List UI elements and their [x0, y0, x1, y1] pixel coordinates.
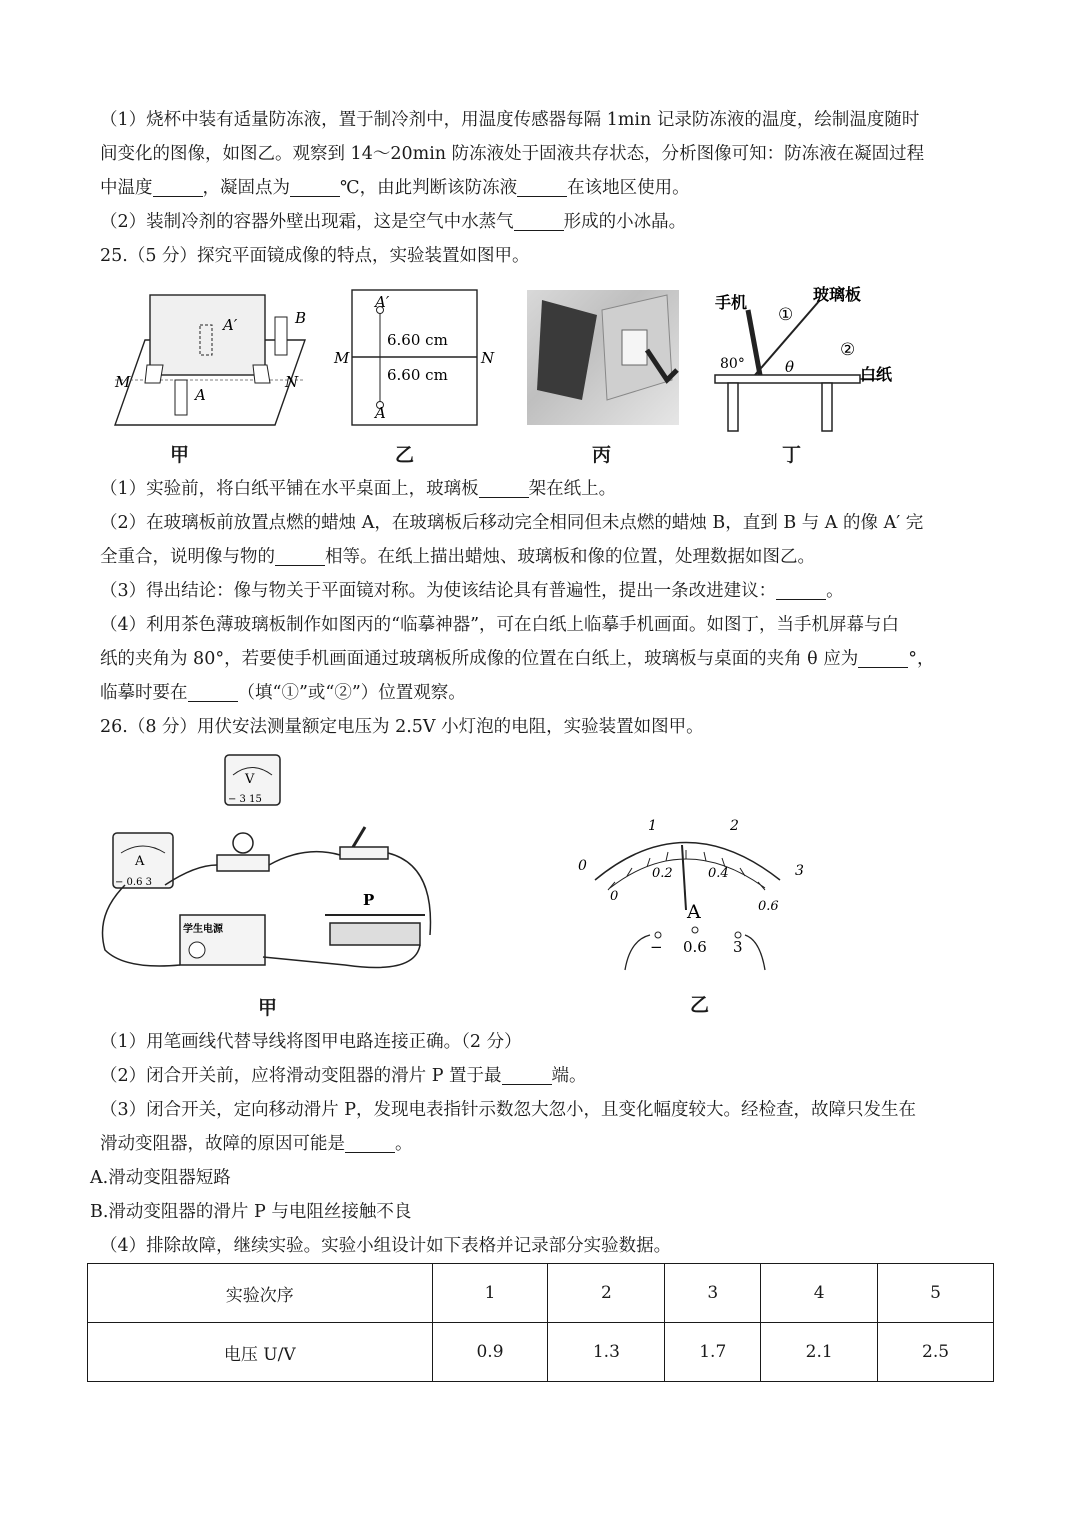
option-a: A.滑动变阻器短路 — [90, 1168, 231, 1188]
answer-blank[interactable] — [275, 547, 325, 566]
q24-part1-line3: 中温度 ，凝固点为 ℃，由此判断该防冻液 在该地区使用。 — [100, 178, 690, 198]
q25-part2-line2: 全重合，说明像与物的 相等。在纸上描出蜡烛、玻璃板和像的位置，处理数据如图乙。 — [100, 547, 815, 567]
label-a: A — [375, 404, 386, 422]
label-scale-04: 0.4 — [708, 866, 729, 881]
label-voltmeter-terminals: − 3 15 — [228, 794, 262, 805]
label-scale-2: 2 — [730, 818, 739, 834]
answer-blank[interactable] — [858, 649, 908, 668]
label-theta: θ — [785, 358, 795, 376]
label-m: M — [115, 373, 131, 391]
q26-part3-line2: 滑动变阻器，故障的原因可能是 。 — [100, 1134, 413, 1154]
label-a: A — [195, 386, 206, 404]
label-ammeter-a: A — [135, 854, 145, 869]
table-cell: 1 — [432, 1264, 548, 1323]
caption-dial-yi: 乙 — [690, 994, 710, 1016]
q26-part3-line1: （3）闭合开关，定向移动滑片 P，发现电表指针示数忽大忽小，且变化幅度较大。经检查，故障只发生在 — [100, 1100, 916, 1120]
label-meter-a: A — [687, 901, 701, 923]
table-cell: 2.1 — [761, 1323, 878, 1382]
label-terminal-06: 0.6 — [683, 938, 707, 956]
label-glass: 玻璃板 — [813, 285, 862, 304]
q25-part4-line1: （4）利用茶色薄玻璃板制作如图丙的“临摹神器”，可在白纸上临摹手机画面。如图丁，当手机屏幕与白 — [100, 615, 900, 635]
table-cell: 实验次序 — [88, 1264, 433, 1323]
caption-yi: 乙 — [395, 444, 415, 466]
figure-bing-photo — [527, 290, 679, 425]
experiment-data-table — [87, 1263, 994, 1382]
figure-jia-circuit — [95, 745, 445, 985]
q26-part1: （1）用笔画线代替导线将图甲电路连接正确。（2 分） — [100, 1032, 522, 1052]
label-angle-80: 80° — [720, 356, 745, 372]
table-cell: 1.3 — [548, 1323, 665, 1382]
table-cell: 电压 U/V — [88, 1323, 433, 1382]
q24-part1-line2: 间变化的图像，如图乙。观察到 14～20min 防冻液处于固液共存状态，分析图像可知：防冻液在凝固过程 — [100, 144, 925, 164]
q25-header: 25.（5 分）探究平面镜成像的特点，实验装置如图甲。 — [100, 246, 530, 266]
answer-blank[interactable] — [290, 178, 340, 197]
label-a-prime: A′ — [375, 293, 390, 311]
q25-part4-line2: 纸的夹角为 80°，若要使手机画面通过玻璃板所成像的位置在白纸上，玻璃板与桌面的夹角 θ 应为 °， — [100, 649, 935, 669]
label-m: M — [334, 349, 350, 367]
table-cell: 4 — [761, 1264, 878, 1323]
answer-blank[interactable] — [517, 178, 567, 197]
q26-header: 26.（8 分）用伏安法测量额定电压为 2.5V 小灯泡的电阻，实验装置如图甲。 — [100, 717, 704, 737]
q25-part3: （3）得出结论：像与物关于平面镜对称。为使该结论具有普遍性，提出一条改进建议： 。 — [100, 581, 844, 601]
label-a-prime: A′ — [223, 316, 238, 334]
caption-ding: 丁 — [782, 444, 802, 466]
table-row — [88, 1264, 994, 1323]
label-paper: 白纸 — [860, 365, 893, 384]
label-scale-1: 1 — [648, 818, 657, 834]
label-slider-p: P — [363, 891, 375, 909]
answer-blank[interactable] — [153, 178, 203, 197]
label-scale-0: 0 — [578, 858, 587, 874]
figure-yi-measurement — [330, 285, 500, 430]
caption-jia: 甲 — [170, 444, 190, 466]
label-voltmeter-v: V — [245, 772, 255, 787]
q25-part1: （1）实验前，将白纸平铺在水平桌面上，玻璃板 架在纸上。 — [100, 479, 617, 499]
q25-part4-line3: 临摹时要在 （填“①”或“②”）位置观察。 — [100, 683, 466, 703]
label-position-1: ① — [778, 305, 794, 325]
option-b: B.滑动变阻器的滑片 P 与电阻丝接触不良 — [90, 1202, 412, 1222]
caption-bing: 丙 — [592, 444, 612, 466]
label-terminal-3: 3 — [733, 938, 743, 956]
figure-jia-mirror-setup — [105, 285, 315, 435]
label-terminal-minus: − — [650, 938, 663, 956]
answer-blank[interactable] — [776, 581, 826, 600]
q24-part1-line1: （1）烧杯中装有适量防冻液，置于制冷剂中，用温度传感器每隔 1min 记录防冻液的温度，绘制温度随时 — [100, 110, 920, 130]
q24-part2: （2）装制冷剂的容器外壁出现霜，这是空气中水蒸气 形成的小冰晶。 — [100, 212, 687, 232]
answer-blank[interactable] — [188, 683, 238, 702]
table-row — [88, 1323, 994, 1382]
table-cell: 0.9 — [432, 1323, 548, 1382]
label-scale-3: 3 — [795, 863, 804, 879]
answer-blank[interactable] — [514, 212, 564, 231]
label-power-supply: 学生电源 — [183, 924, 223, 935]
q25-part2-line1: （2）在玻璃板前放置点燃的蜡烛 A，在玻璃板后移动完全相同但未点燃的蜡烛 B，直到 B 与 A 的像 A′ 完 — [100, 513, 924, 533]
figure-ding-phone-glass — [710, 280, 910, 435]
label-ammeter-terminals: − 0.6 3 — [115, 877, 153, 888]
label-b: B — [295, 309, 307, 327]
table-cell: 1.7 — [665, 1323, 761, 1382]
table-cell: 2 — [548, 1264, 665, 1323]
table-cell: 3 — [665, 1264, 761, 1323]
label-n: N — [285, 373, 299, 391]
label-scale-06: 0.6 — [758, 899, 779, 914]
answer-blank[interactable] — [345, 1134, 395, 1153]
answer-blank[interactable] — [479, 479, 529, 498]
q26-part2: （2）闭合开关前，应将滑动变阻器的滑片 P 置于最 端。 — [100, 1066, 587, 1086]
table-cell: 5 — [878, 1264, 994, 1323]
figure-yi-ammeter-dial — [570, 810, 820, 985]
answer-blank[interactable] — [502, 1066, 552, 1085]
caption-circuit-jia: 甲 — [258, 997, 278, 1019]
label-position-2: ② — [840, 340, 856, 360]
label-distance-bottom: 6.60 cm — [387, 366, 448, 384]
label-scale-02: 0.2 — [652, 866, 673, 881]
label-scale-00: 0 — [610, 889, 619, 904]
q26-part4: （4）排除故障，继续实验。实验小组设计如下表格并记录部分实验数据。 — [100, 1236, 672, 1256]
label-distance-top: 6.60 cm — [387, 331, 448, 349]
label-n: N — [481, 349, 495, 367]
table-cell: 2.5 — [878, 1323, 994, 1382]
label-phone: 手机 — [715, 293, 748, 312]
